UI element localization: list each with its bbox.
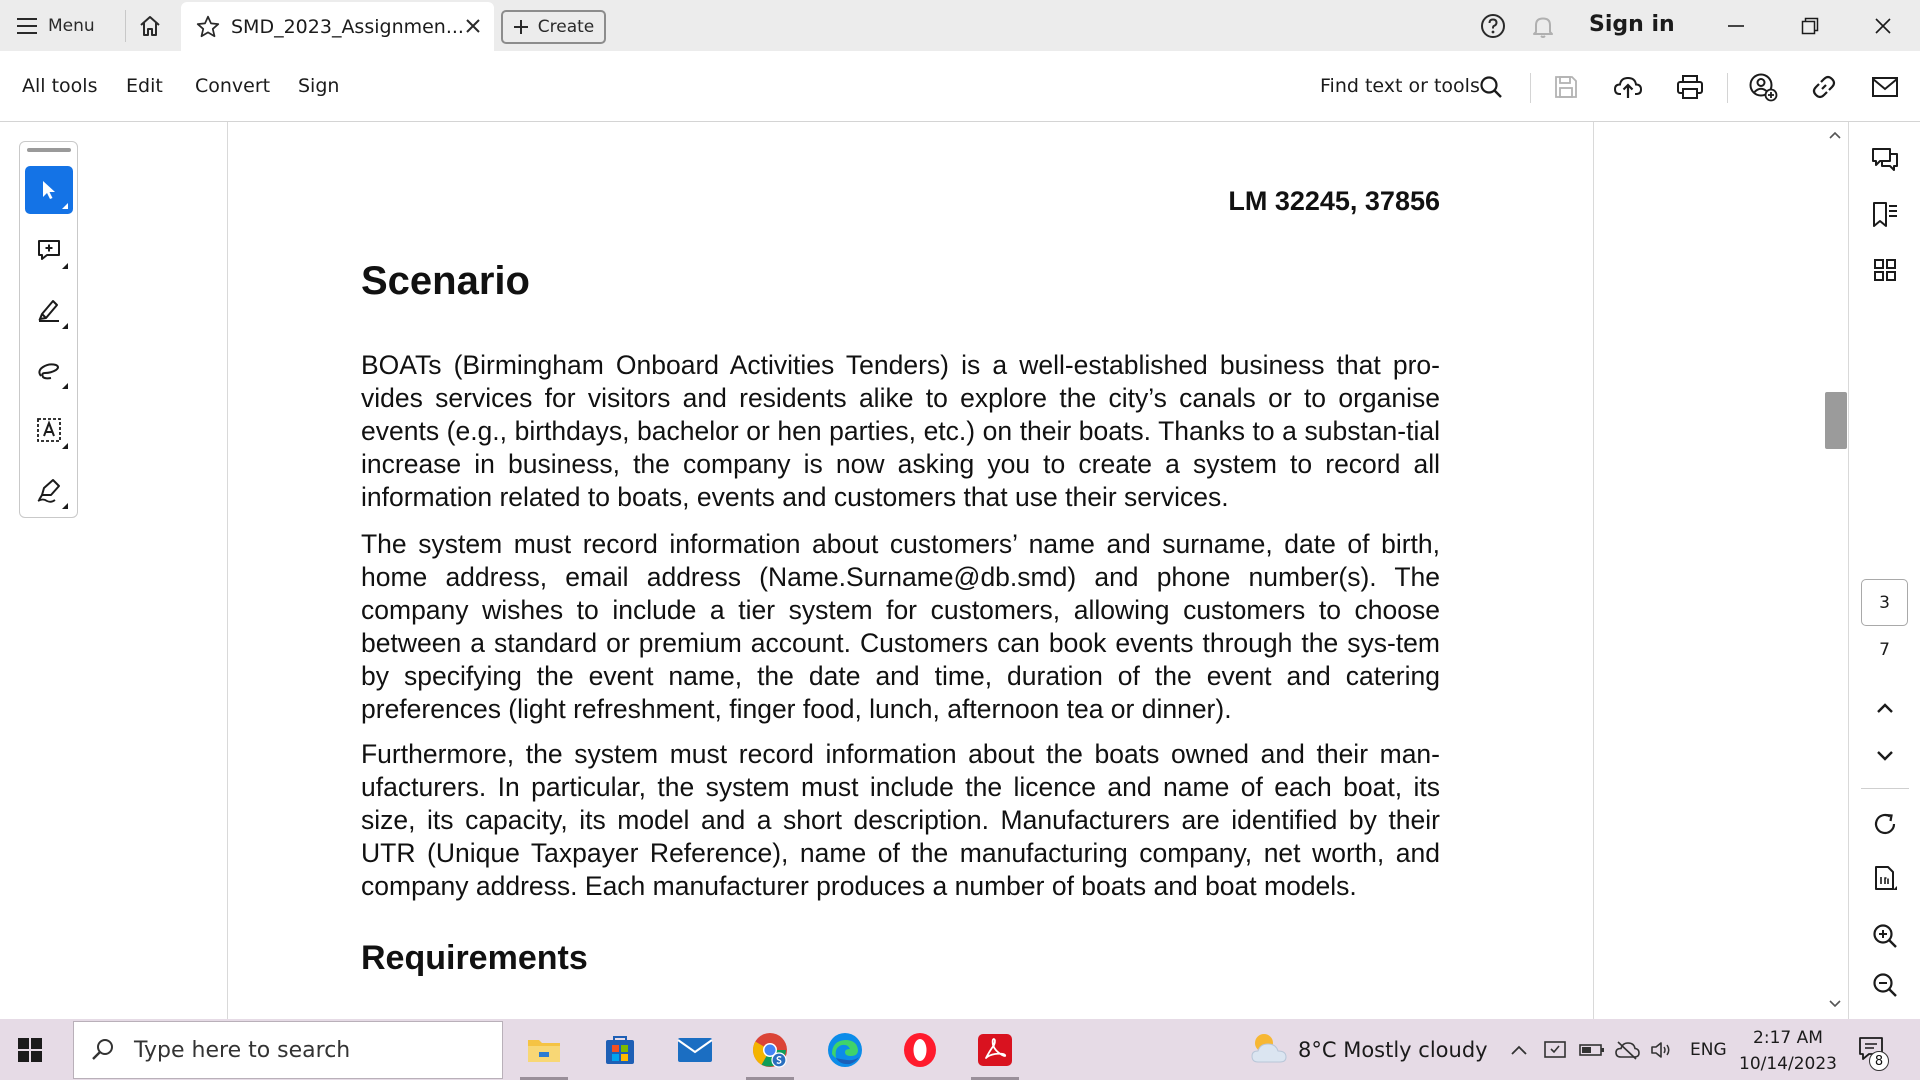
- vertical-scrollbar[interactable]: [1822, 122, 1848, 1019]
- tray-battery[interactable]: [1579, 1038, 1605, 1062]
- create-label: Create: [537, 17, 595, 37]
- total-pages: 7: [1879, 640, 1890, 660]
- input-language[interactable]: ENG: [1690, 1040, 1727, 1060]
- windows-logo-icon: [18, 1038, 42, 1062]
- main-toolbar: [0, 51, 1920, 122]
- cloud-upload-icon: [1613, 73, 1643, 101]
- create-button[interactable]: [501, 10, 606, 44]
- close-window-button[interactable]: [1860, 10, 1906, 42]
- tool-options-indicator: [62, 503, 68, 509]
- divider: [1727, 73, 1728, 103]
- menu-edit[interactable]: Edit: [126, 75, 163, 97]
- restore-button[interactable]: [1787, 10, 1833, 42]
- sign-tool-button[interactable]: [25, 466, 73, 514]
- start-button[interactable]: [18, 1038, 42, 1062]
- scroll-up-icon[interactable]: [1828, 130, 1842, 140]
- taskbar-edge[interactable]: [815, 1025, 875, 1075]
- star-icon[interactable]: [195, 14, 221, 40]
- divider: [125, 10, 126, 42]
- notifications-button[interactable]: [1530, 13, 1556, 39]
- chrome-icon: [751, 1031, 789, 1069]
- close-icon: [1873, 16, 1893, 36]
- tray-network[interactable]: [1614, 1038, 1640, 1062]
- taskbar-chrome[interactable]: [740, 1025, 800, 1075]
- title-bar: [0, 0, 1920, 51]
- print-icon: [1676, 73, 1704, 101]
- section-heading-scenario: Scenario: [361, 259, 530, 303]
- page-fit-button[interactable]: [1867, 861, 1903, 897]
- hamburger-icon: [16, 17, 38, 35]
- find-text-or-tools[interactable]: Find text or tools: [1320, 75, 1480, 97]
- search-placeholder: Type here to search: [134, 1037, 351, 1063]
- bookmarks-panel-button[interactable]: [1867, 197, 1903, 233]
- acrobat-icon: [977, 1033, 1013, 1067]
- help-button[interactable]: [1480, 13, 1506, 39]
- cloud-offline-icon: [1614, 1040, 1640, 1060]
- tool-options-indicator: [62, 203, 68, 209]
- right-panel: [1848, 122, 1920, 1019]
- edge-icon: [826, 1031, 864, 1069]
- upload-button[interactable]: [1612, 71, 1644, 103]
- zoom-in-icon: [1871, 922, 1899, 950]
- text-box-icon: [35, 416, 63, 444]
- add-user-icon: [1748, 72, 1778, 102]
- close-tab-icon[interactable]: [464, 17, 482, 35]
- taskbar-mail[interactable]: [665, 1025, 725, 1075]
- clock-date: 10/14/2023: [1739, 1054, 1837, 1074]
- save-button[interactable]: [1550, 71, 1582, 103]
- comment-add-icon: [36, 237, 62, 263]
- tool-options-indicator: [62, 383, 68, 389]
- text-tool-button[interactable]: [25, 406, 73, 454]
- taskbar-file-explorer[interactable]: [514, 1025, 574, 1075]
- tab-title: SMD_2023_Assignmen...: [231, 15, 464, 38]
- current-page-input[interactable]: 3: [1861, 579, 1908, 626]
- document-tab[interactable]: [181, 2, 494, 51]
- draw-tool-button[interactable]: [25, 346, 73, 394]
- mail-icon: [1871, 75, 1899, 99]
- zoom-in-button[interactable]: [1867, 918, 1903, 954]
- scrollbar-thumb[interactable]: [1825, 392, 1847, 449]
- add-comment-button[interactable]: [25, 226, 73, 274]
- taskbar-search-box[interactable]: [73, 1021, 503, 1079]
- menu-button[interactable]: [16, 10, 95, 42]
- minimize-icon: [1726, 16, 1746, 36]
- show-hidden-icons-button[interactable]: [1506, 1038, 1532, 1062]
- quick-tools-rail: [19, 141, 78, 518]
- taskbar-microsoft-store[interactable]: [590, 1025, 650, 1075]
- menu-convert[interactable]: Convert: [195, 75, 271, 97]
- tray-volume[interactable]: [1649, 1038, 1675, 1062]
- email-button[interactable]: [1869, 71, 1901, 103]
- search-icon: [1478, 74, 1504, 100]
- rotate-button[interactable]: [1867, 806, 1903, 842]
- weather-widget-icon[interactable]: [1248, 1030, 1290, 1068]
- weather-text[interactable]: 8°C Mostly cloudy: [1298, 1038, 1488, 1062]
- select-tool-button[interactable]: [25, 166, 73, 214]
- grid-icon: [1872, 257, 1898, 283]
- plus-icon: [513, 19, 529, 35]
- highlighter-icon: [36, 297, 62, 323]
- comments-icon: [1870, 145, 1900, 175]
- chevron-down-icon: [1875, 749, 1895, 763]
- paragraph-1: BOATs (Birmingham Onboard Activities Tenders) is a well-established business that pro-vides services for visitors and residents alike to explore the city’s canals or to organise events (e.g., birthdays, bachelor or hen parties, etc.) on their boats. Thanks to a substan-tial increase in business, the company is now asking you to create a system to record all information related to boats, events and customers that use their services.: [361, 350, 1440, 512]
- notification-count-badge: 8: [1869, 1051, 1889, 1071]
- search-icon: [90, 1037, 116, 1063]
- document-reference: LM 32245, 37856: [1228, 186, 1440, 216]
- zoom-out-icon: [1871, 971, 1899, 999]
- menu-all-tools[interactable]: All tools: [22, 75, 98, 97]
- comments-panel-button[interactable]: [1867, 142, 1903, 178]
- restore-icon: [1800, 16, 1820, 36]
- tool-options-indicator: [62, 263, 68, 269]
- divider: [1861, 788, 1909, 789]
- menu-sign[interactable]: Sign: [298, 75, 340, 97]
- scroll-down-icon[interactable]: [1828, 999, 1842, 1009]
- copy-link-button[interactable]: [1808, 71, 1840, 103]
- battery-icon: [1579, 1043, 1605, 1057]
- minimize-button[interactable]: [1713, 10, 1759, 42]
- link-icon: [1810, 73, 1838, 101]
- tool-options-indicator: [62, 323, 68, 329]
- paragraph-2: The system must record information about customers’ name and surname, date of birth, home address, email address (Name.Surname@db.smd) and phone number(s). The company wishes to include a tier system for customers, allowing customers to choose between a standard or premium account. Customers can book events through the sys-tem by specifying the event name, the date and time, duration of the event and catering preferences (light refreshment, finger food, lunch, afternoon tea or dinner).: [361, 529, 1440, 724]
- zoom-out-button[interactable]: [1867, 967, 1903, 1003]
- divider: [1530, 73, 1531, 103]
- mail-app-icon: [676, 1035, 714, 1065]
- page-fit-icon: [1871, 864, 1899, 894]
- tool-options-indicator: [62, 443, 68, 449]
- cursor-icon: [38, 178, 60, 202]
- highlight-tool-button[interactable]: [25, 286, 73, 334]
- opera-icon: [901, 1031, 939, 1069]
- rail-drag-handle[interactable]: [27, 148, 71, 152]
- next-page-button[interactable]: [1867, 738, 1903, 774]
- bookmark-list-icon: [1870, 200, 1900, 230]
- section-heading-requirements: Requirements: [361, 939, 588, 977]
- sign-in-button[interactable]: Sign in: [1589, 12, 1675, 37]
- previous-page-button[interactable]: [1867, 690, 1903, 726]
- clock-time: 2:17 AM: [1753, 1028, 1823, 1048]
- home-icon: [138, 14, 162, 38]
- system-clock[interactable]: [1738, 1025, 1838, 1077]
- print-button[interactable]: [1674, 71, 1706, 103]
- search-button[interactable]: [1475, 71, 1507, 103]
- taskbar-opera[interactable]: [890, 1025, 950, 1075]
- rotate-icon: [1871, 810, 1899, 838]
- taskbar-acrobat[interactable]: [965, 1025, 1025, 1075]
- page-border: [1593, 122, 1594, 1019]
- freehand-draw-icon: [35, 357, 63, 383]
- bell-icon: [1530, 13, 1556, 39]
- speaker-icon: [1650, 1040, 1674, 1060]
- windows-taskbar: [0, 1019, 1920, 1080]
- menu-label: Menu: [48, 16, 95, 36]
- thumbnails-panel-button[interactable]: [1867, 252, 1903, 288]
- pen-sign-icon: [35, 476, 63, 504]
- share-user-button[interactable]: [1747, 71, 1779, 103]
- chevron-up-icon: [1875, 701, 1895, 715]
- store-icon: [603, 1033, 637, 1067]
- chevron-up-icon: [1510, 1044, 1528, 1056]
- home-button[interactable]: [134, 12, 166, 40]
- save-icon: [1553, 74, 1579, 100]
- security-icon: [1543, 1039, 1567, 1061]
- paragraph-3: Furthermore, the system must record information about the boats owned and their man-ufacturers. In particular, the system must include the licence and name of each boat, its size, its capacity, its model and a short description. Manufacturers are identified by their UTR (Unique Taxpayer Reference), name of the manufacturing company, net worth, and company address. Each manufacturer produces a number of boats and boat models.: [361, 739, 1440, 901]
- tray-defender[interactable]: [1542, 1038, 1568, 1062]
- partly-cloudy-icon: [1248, 1030, 1290, 1068]
- help-icon: [1480, 13, 1506, 39]
- folder-icon: [526, 1035, 562, 1065]
